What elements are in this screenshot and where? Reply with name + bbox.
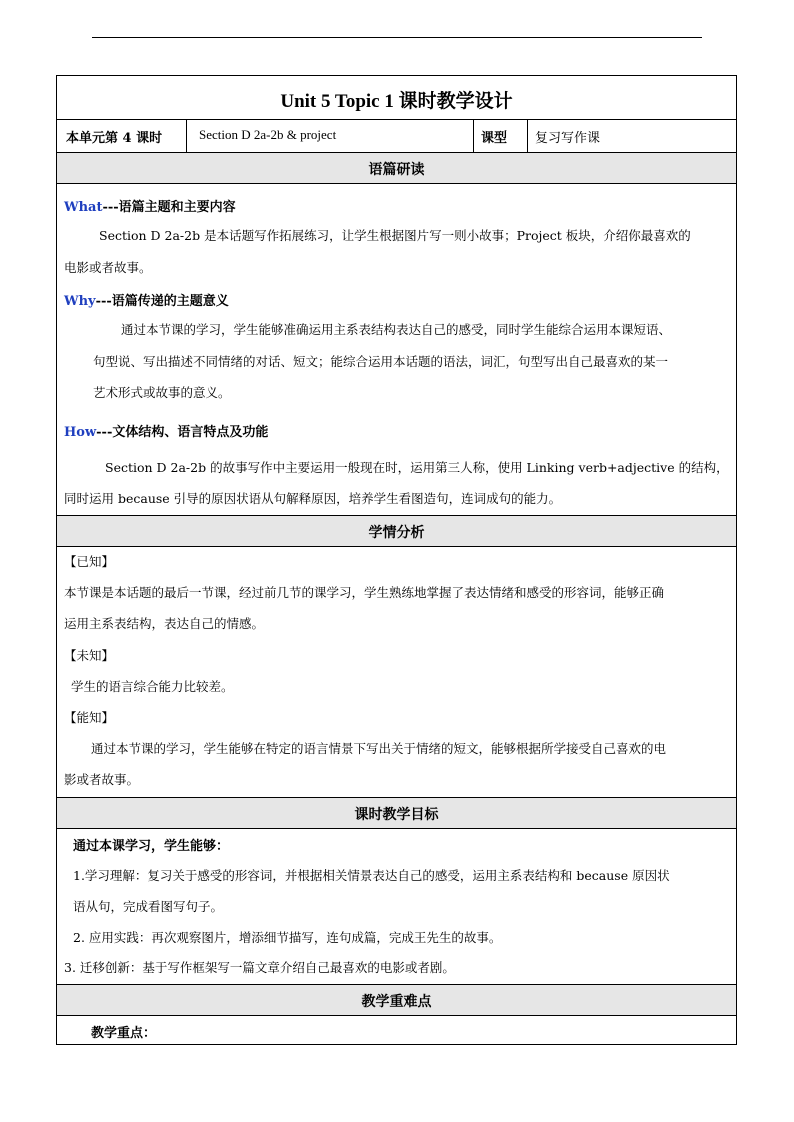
- divider: [57, 119, 736, 120]
- known-line-1: 本节课是本话题的最后一节课，经过前几节的课学习，学生熟练地掌握了表达情绪和感受的形容词，能够正确: [64, 585, 665, 600]
- what-tag: What: [64, 200, 103, 215]
- page-title: Unit 5 Topic 1 课时教学设计: [280, 91, 513, 112]
- how-tag: How: [64, 425, 97, 440]
- section-header-reading: 语篇研读: [368, 162, 425, 178]
- objective-1-line-2: 语从句，完成看图写句子。: [73, 899, 224, 914]
- lesson-type-label: 课型: [481, 131, 508, 146]
- how-heading-text: ---文体结构、语言特点及功能: [96, 425, 269, 440]
- objective-1-line-1: 1.学习理解：复习关于感受的形容词，并根据相关情景表达自己的感受，运用主系表结构和 because 原因状: [73, 868, 670, 883]
- header-rule: [92, 37, 702, 38]
- objective-2: 2. 应用实践：再次观察图片，增添细节描写，连句成篇，完成王先生的故事。: [73, 930, 502, 945]
- able-label: 【能知】: [64, 710, 115, 725]
- what-heading: [64, 196, 236, 215]
- divider: [527, 119, 528, 152]
- section-label: Section D 2a-2b & project: [199, 127, 337, 142]
- known-line-2: 运用主系表结构，表达自己的情感。: [64, 616, 265, 631]
- what-line-1: Section D 2a-2b 是本话题写作拓展练习，让学生根据图片写一则小故事；Project 板块，介绍你最喜欢的: [99, 228, 691, 243]
- what-line-2: 电影或者故事。: [64, 260, 152, 275]
- lesson-number-label: 本单元第 4 课时: [66, 131, 163, 146]
- why-tag: Why: [64, 294, 96, 309]
- divider: [57, 183, 736, 184]
- why-line-3: 艺术形式或故事的意义。: [93, 385, 231, 400]
- lesson-type-value: 复习写作课: [535, 131, 601, 146]
- divider: [57, 546, 736, 547]
- divider: [186, 119, 187, 152]
- how-line-1: Section D 2a-2b 的故事写作中主要运用一般现在时，运用第三人称，使用 Linking verb+adjective 的结构，: [105, 460, 729, 475]
- divider: [57, 1015, 736, 1016]
- unknown-label: 【未知】: [64, 648, 115, 663]
- able-line-2: 影或者故事。: [64, 772, 140, 787]
- known-label: 【已知】: [64, 554, 115, 569]
- what-heading-text: ---语篇主题和主要内容: [102, 200, 236, 215]
- why-line-1: 通过本节课的学习，学生能够准确运用主系表结构表达自己的感受，同时学生能综合运用本课短语、: [121, 322, 672, 337]
- section-header-objectives: 课时教学目标: [354, 807, 439, 823]
- how-line-2: 同时运用 because 引导的原因状语从句解释原因，培养学生看图造句，连词成句的能力。: [64, 491, 562, 506]
- why-line-2: 句型说、写出描述不同情绪的对话、短文；能综合运用本话题的语法，词汇，句型写出自己最喜欢的某一: [93, 354, 669, 369]
- divider: [473, 119, 474, 152]
- why-heading-text: ---语篇传递的主题意义: [95, 294, 229, 309]
- objective-3: 3. 迁移创新：基于写作框架写一篇文章介绍自己最喜欢的电影或者剧。: [64, 960, 455, 975]
- divider: [57, 828, 736, 829]
- objectives-intro: 通过本课学习，学生能够：: [73, 839, 230, 854]
- how-heading: [64, 421, 268, 440]
- key-points-label: 教学重点：: [91, 1026, 157, 1041]
- unknown-line-1: 学生的语言综合能力比较差。: [71, 679, 234, 694]
- lesson-plan-table: [56, 75, 737, 1045]
- section-header-learner: 学情分析: [368, 525, 425, 541]
- section-header-key-points: 教学重难点: [361, 994, 432, 1010]
- able-line-1: 通过本节课的学习，学生能够在特定的语言情景下写出关于情绪的短文，能够根据所学接受自己喜欢的电: [91, 741, 667, 756]
- why-heading: [64, 290, 229, 309]
